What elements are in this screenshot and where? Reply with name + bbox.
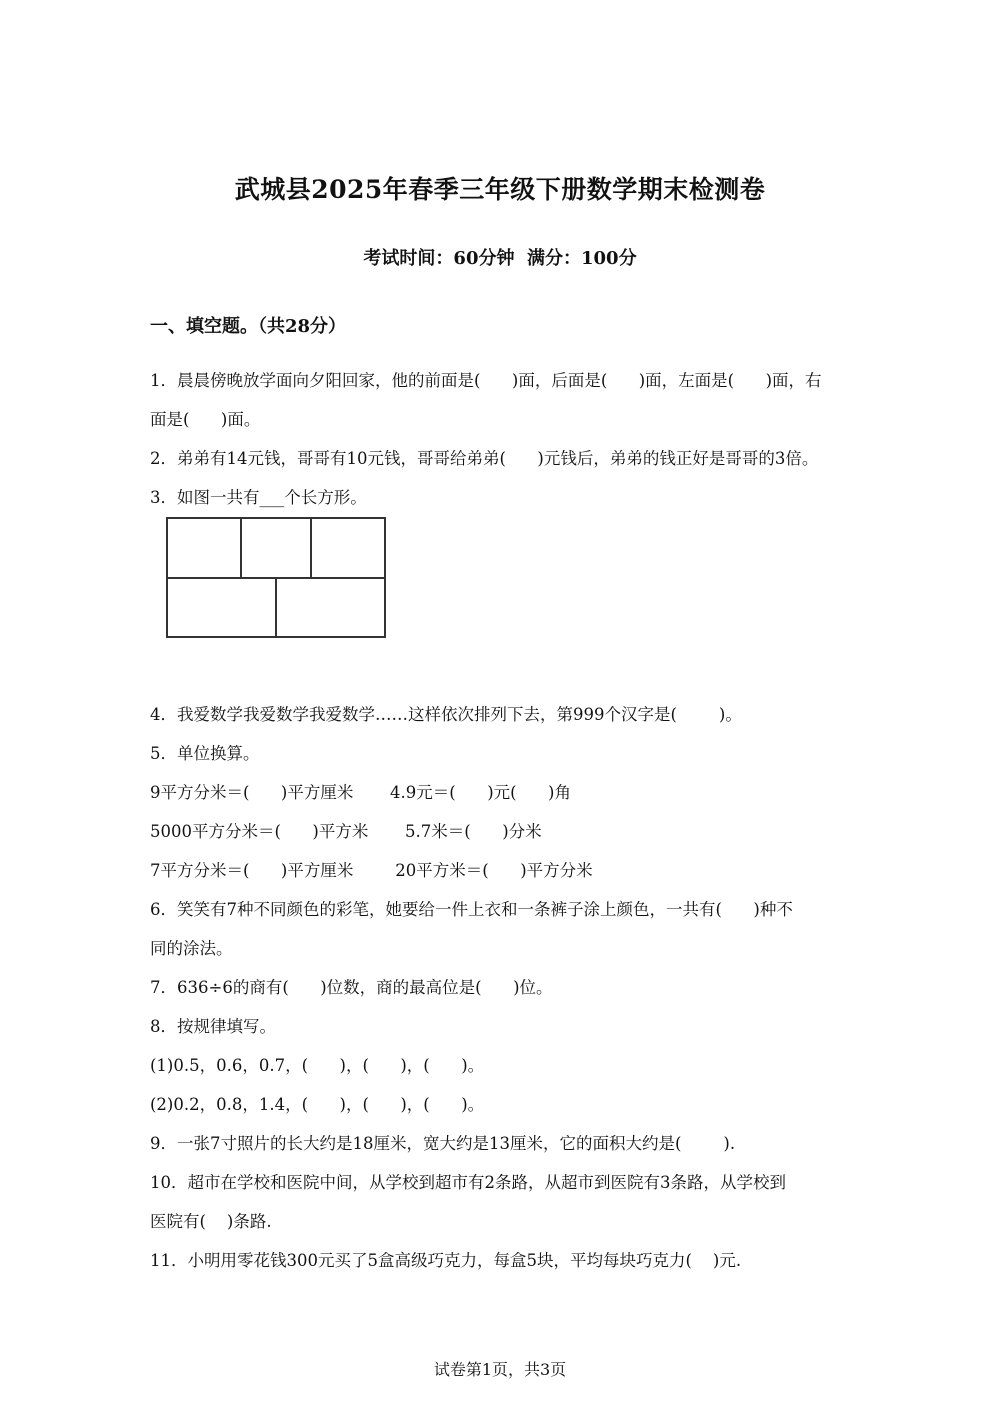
question-10-line-1: 10．超市在学校和医院中间，从学校到超市有2条路，从超市到医院有3条路，从学校到 (150, 1173, 786, 1192)
section-heading: 一、填空题。（共28分） (150, 316, 347, 337)
question-8-part-1: (1)0.5，0.6，0.7，( )，( )，( )。 (150, 1056, 485, 1075)
question-5: 5．单位换算。 (150, 744, 260, 763)
question-1-line-1: 1．晨晨傍晚放学面向夕阳回家，他的前面是( )面，后面是( )面，左面是( )面，右 (150, 371, 822, 390)
question-9: 9．一张7寸照片的长大约是18厘米，宽大约是13厘米，它的面积大约是( ). (150, 1134, 736, 1153)
question-10-line-2: 医院有( )条路. (150, 1212, 272, 1231)
question-11: 11．小明用零花钱300元买了5盒高级巧克力，每盒5块，平均每块巧克力( )元. (150, 1251, 742, 1270)
question-3: 3．如图一共有___个长方形。 (150, 488, 367, 507)
rectangle-diagram (165, 516, 389, 642)
question-2: 2．弟弟有14元钱，哥哥有10元钱，哥哥给弟弟( )元钱后，弟弟的钱正好是哥哥的3倍。 (150, 449, 819, 468)
question-6-line-2: 同的涂法。 (150, 939, 233, 958)
question-4: 4．我爱数学我爱数学我爱数学……这样依次排列下去，第999个汉字是( )。 (150, 705, 742, 724)
question-1-line-2: 面是( )面。 (150, 410, 261, 429)
question-5-row-3: 7平方分米＝( )平方厘米 20平方米＝( )平方分米 (150, 861, 593, 880)
question-6-line-1: 6．笑笑有7种不同颜色的彩笔，她要给一件上衣和一条裤子涂上颜色，一共有( )种不 (150, 900, 793, 919)
question-8-part-2: (2)0.2，0.8，1.4，( )，( )，( )。 (150, 1095, 485, 1114)
question-5-row-1: 9平方分米＝( )平方厘米 4.9元＝( )元( )角 (150, 783, 571, 802)
page-footer: 试卷第1页，共3页 (433, 1360, 567, 1379)
question-5-row-2: 5000平方分米＝( )平方米 5.7米＝( )分米 (150, 822, 542, 841)
rectangle-figure (165, 516, 389, 646)
question-8: 8．按规律填写。 (150, 1017, 276, 1036)
exam-info: 考试时间：60分钟 满分：100分 (363, 248, 637, 269)
exam-title: 武城县2025年春季三年级下册数学期末检测卷 (234, 175, 766, 204)
question-7: 7．636÷6的商有( )位数，商的最高位是( )位。 (150, 978, 553, 997)
